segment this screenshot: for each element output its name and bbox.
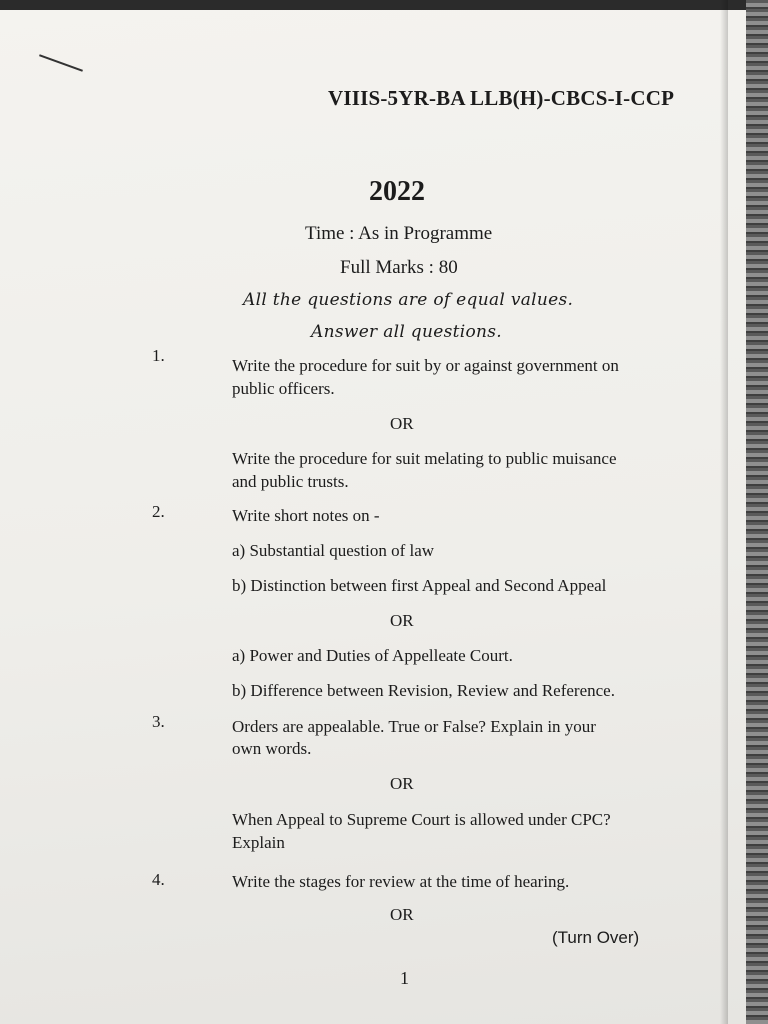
page-number: 1 xyxy=(400,968,409,988)
question-text: Write short notes on - xyxy=(232,506,380,525)
question-text: When Appeal to Supreme Court is allowed under CPC? xyxy=(232,810,611,829)
or-separator: OR xyxy=(390,611,414,630)
or-separator: OR xyxy=(390,905,414,924)
pen-mark xyxy=(39,54,83,72)
question-text: b) Distinction between first Appeal and Second Appeal xyxy=(232,576,607,595)
or-separator: OR xyxy=(390,414,414,433)
question-number: 2. xyxy=(152,502,165,521)
exam-time: Time : As in Programme xyxy=(305,223,493,244)
page-edge-shadow xyxy=(720,0,728,1024)
question-text: Orders are appealable. True or False? Explain in your xyxy=(232,717,596,736)
question-text: public officers. xyxy=(232,379,335,398)
question-text: Write the procedure for suit melating to public muisance xyxy=(232,449,617,468)
full-marks: Full Marks : 80 xyxy=(340,257,458,278)
instruction-equal-values: All the questions are of equal values. xyxy=(243,290,574,310)
question-text: Explain xyxy=(232,833,285,852)
question-text: a) Substantial question of law xyxy=(232,541,435,560)
question-text: Write the procedure for suit by or against government on xyxy=(232,356,619,375)
page-stack-edge xyxy=(746,0,768,1024)
question-number: 3. xyxy=(152,712,165,731)
or-separator: OR xyxy=(390,774,414,793)
question-text: Write the stages for review at the time of hearing. xyxy=(232,872,570,891)
paper-code: VIIIS-5YR-BA LLB(H)-CBCS-I-CCP xyxy=(328,86,675,110)
question-text: a) Power and Duties of Appelleate Court. xyxy=(232,646,513,665)
question-text: own words. xyxy=(232,739,312,758)
question-number: 1. xyxy=(152,346,165,365)
turn-over-note: (Turn Over) xyxy=(552,928,640,947)
scan-top-border xyxy=(0,0,748,10)
question-text: b) Difference between Revision, Review and Reference. xyxy=(232,681,615,700)
question-text: and public trusts. xyxy=(232,472,349,491)
exam-year: 2022 xyxy=(369,176,425,207)
question-number: 4. xyxy=(152,870,165,889)
instruction-answer-all: Answer all questions. xyxy=(311,322,503,342)
